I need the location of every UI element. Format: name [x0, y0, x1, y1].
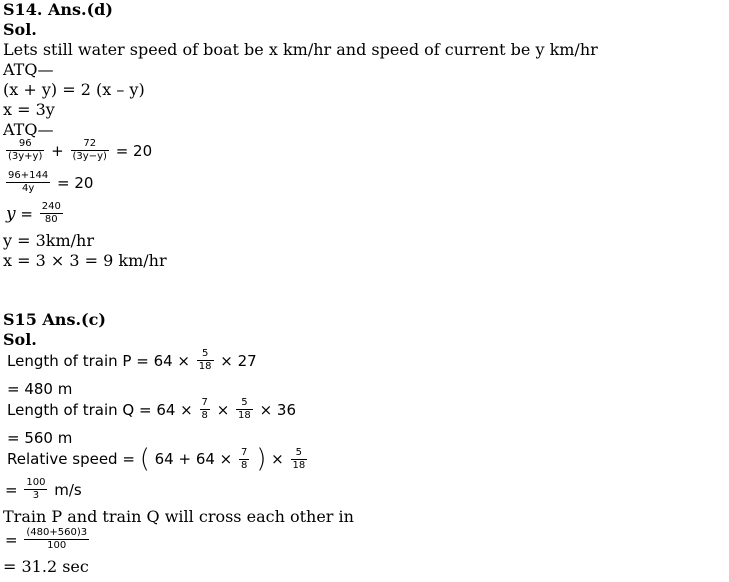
s14-fraction-240: $\frac{96+144}{4y}$	[8, 170, 49, 194]
s15-relative-speed-result: = $\frac{100}{3}$ m/s	[5, 477, 82, 501]
s14-atq-label: ATQ—	[3, 60, 54, 79]
s14-sol-label: Sol.	[3, 20, 37, 39]
s15-heading: S15 Ans.(c)	[3, 310, 106, 329]
s15-sol-label: Sol.	[3, 330, 37, 349]
s14-heading: S14. Ans.(d)	[3, 0, 113, 19]
s14-fraction-equation: $\frac{96}{(3y+y)}$ + $\frac{72}{(3y-y)}$ = 20	[8, 138, 153, 162]
s15-relative-speed: Relative speed = ( 64 + 64 × $\frac{7}{8}$ ) × $\frac{5}{18}$	[7, 444, 306, 474]
s14-result-y: y = 3km/hr	[3, 231, 95, 250]
s14-equation-2: x = 3y	[3, 100, 55, 119]
s15-fraction-7-8: $\frac{7}{8}$	[201, 397, 208, 421]
s14-atq-label-2: ATQ—	[3, 120, 54, 139]
s14-equation-1: (x + y) = 2 (x – y)	[3, 80, 145, 99]
s14-fraction-240-80: $\frac{240}{80}$	[41, 201, 61, 225]
s14-fraction-72: $\frac{72}{(3y-y)}$	[72, 138, 107, 162]
s15-fraction-5-18-q: $\frac{5}{18}$	[238, 397, 251, 421]
s15-length-q-result: = 560 m	[7, 429, 73, 447]
s15-fraction-7-8-r: $\frac{7}{8}$	[241, 446, 248, 471]
s15-fraction-5-18-r: $\frac{5}{18}$	[292, 446, 306, 471]
s14-assumption-text: Lets still water speed of boat be x km/hr and speed of current be y km/hr	[3, 40, 598, 59]
s15-length-p: Length of train P = 64 × $\frac{5}{18}$ × 27	[7, 348, 257, 372]
s15-cross-text: Train P and train Q will cross each other in	[3, 507, 354, 526]
s14-result-x: x = 3 × 3 = 9 km/hr	[3, 251, 167, 270]
s14-combined-equation: $\frac{96+144}{4y}$ = 20	[8, 170, 94, 194]
s15-fraction-time: $\frac{(480+560)3}{100}$	[26, 527, 88, 551]
s15-fraction-100-3: $\frac{100}{3}$	[26, 477, 46, 501]
s15-length-p-result: = 480 m	[7, 380, 73, 398]
s14-fraction-96: $\frac{96}{(3y+y)}$	[8, 138, 43, 162]
s15-final-answer: = 31.2 sec	[3, 557, 89, 576]
s14-y-equation: y = $\frac{240}{80}$	[6, 201, 61, 225]
s15-length-q: Length of train Q = 64 × $\frac{7}{8}$ × $\frac{5}{18}$ × 36	[7, 397, 296, 421]
s15-fraction-5-18: $\frac{5}{18}$	[198, 348, 212, 372]
s15-time-equation: = $\frac{(480+560)3}{100}$	[5, 527, 88, 551]
